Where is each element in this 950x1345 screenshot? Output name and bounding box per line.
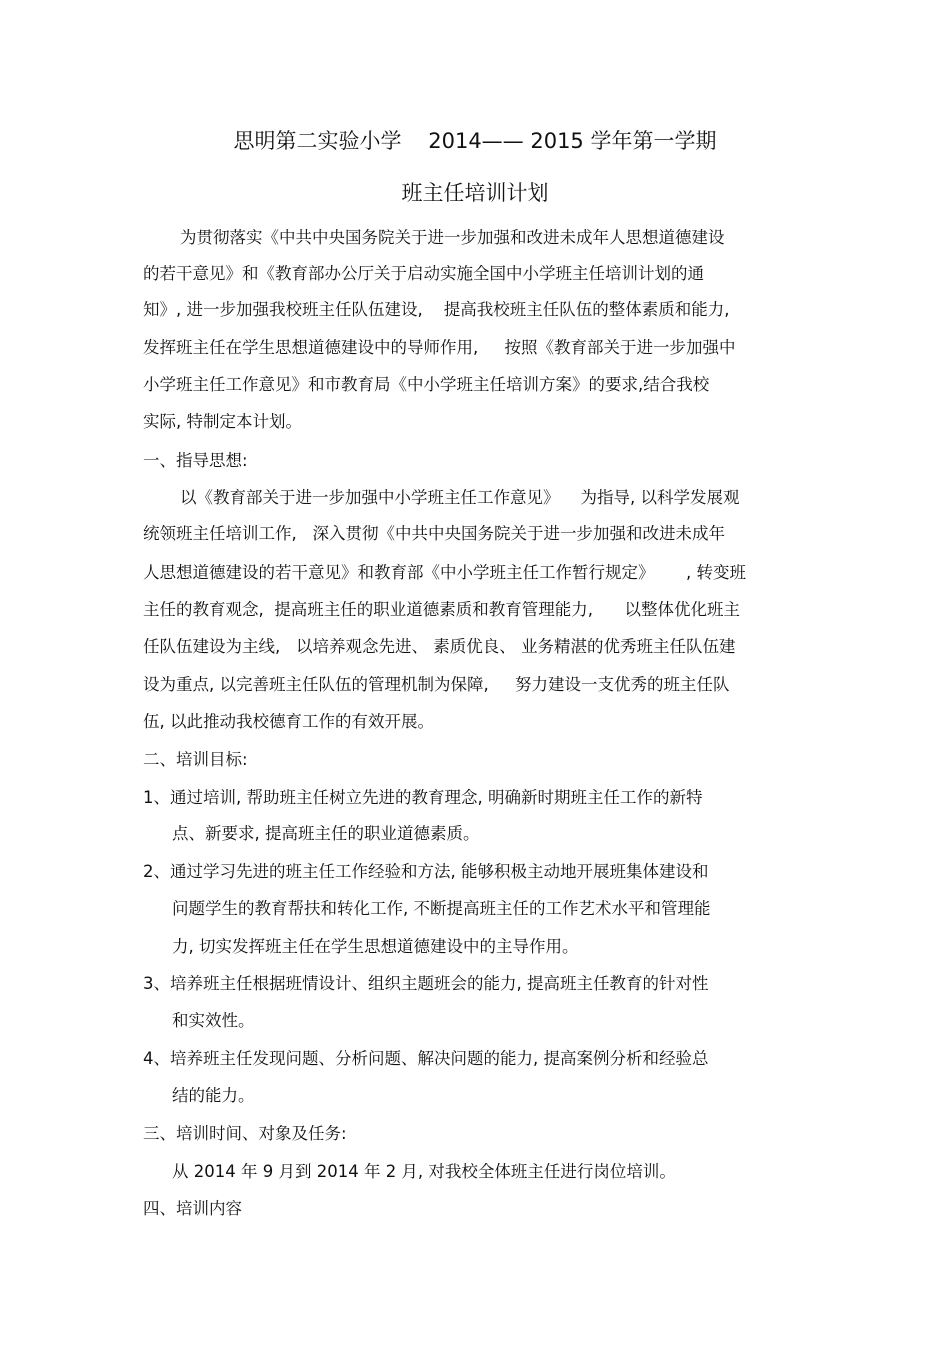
goal-item: 3、培养班主任根据班情设计、组织主题班会的能力, 提高班主任教育的针对性: [143, 974, 709, 993]
section-heading: 四、培训内容: [143, 1199, 242, 1218]
goal-item: 1、通过培训, 帮助班主任树立先进的教育理念, 明确新时期班主任工作的新特: [143, 788, 703, 807]
paragraph-line: 从 2014 年 9 月到 2014 年 2 月, 对我校全体班主任进行岗位培训。: [172, 1162, 676, 1181]
paragraph-line: 统领班主任培训工作, 深入贯彻《中共中央国务院关于进一步加强和改进未成年: [143, 524, 725, 543]
paragraph-line: 主任的教育观念, 提高班主任的职业道德素质和教育管理能力, 以整体优化班主: [143, 600, 740, 619]
goal-item-continuation: 和实效性。: [172, 1011, 255, 1030]
goal-item: 4、培养班主任发现问题、分析问题、解决问题的能力, 提高案例分析和经验总: [143, 1049, 709, 1068]
goal-item-continuation: 力, 切实发挥班主任在学生思想道德建设中的主导作用。: [172, 937, 579, 956]
goal-item-continuation: 结的能力。: [172, 1086, 255, 1105]
paragraph-line: 设为重点, 以完善班主任队伍的管理机制为保障, 努力建设一支优秀的班主任队: [143, 675, 730, 694]
intro-line: 实际, 特制定本计划。: [143, 412, 302, 431]
paragraph-line: 以《教育部关于进一步加强中小学班主任工作意见》 为指导, 以科学发展观: [180, 488, 740, 507]
paragraph-line: 伍, 以此推动我校德育工作的有效开展。: [143, 712, 434, 731]
intro-line: 发挥班主任在学生思想道德建设中的导师作用, 按照《教育部关于进一步加强中: [143, 338, 736, 357]
intro-line: 知》, 进一步加强我校班主任队伍建设, 提高我校班主任队伍的整体素质和能力,: [143, 300, 730, 319]
goal-item: 2、通过学习先进的班主任工作经验和方法, 能够积极主动地开展班集体建设和: [143, 862, 709, 881]
intro-line: 为贯彻落实《中共中央国务院关于进一步加强和改进未成年人思想道德建设: [180, 228, 725, 247]
goal-item-continuation: 点、新要求, 提高班主任的职业道德素质。: [172, 824, 480, 843]
section-heading: 三、培训时间、对象及任务:: [143, 1124, 347, 1143]
document-title: 思明第二实验小学 2014—— 2015 学年第一学期: [233, 129, 717, 153]
section-heading: 二、培训目标:: [143, 750, 248, 769]
goal-item-continuation: 问题学生的教育帮扶和转化工作, 不断提高班主任的工作艺术水平和管理能: [172, 899, 711, 918]
section-heading: 一、指导思想:: [143, 451, 248, 470]
intro-line: 小学班主任工作意见》和市教育局《中小学班主任培训方案》的要求,结合我校: [143, 375, 710, 394]
document-subtitle: 班主任培训计划: [401, 181, 549, 205]
paragraph-line: 任队伍建设为主线, 以培养观念先进、 素质优良、 业务精湛的优秀班主任队伍建: [143, 637, 736, 656]
intro-line: 的若干意见》和《教育部办公厅关于启动实施全国中小学班主任培训计划的通: [143, 264, 704, 283]
paragraph-line: 人思想道德建设的若干意见》和教育部《中小学班主任工作暂行规定》 , 转变班: [143, 563, 746, 582]
